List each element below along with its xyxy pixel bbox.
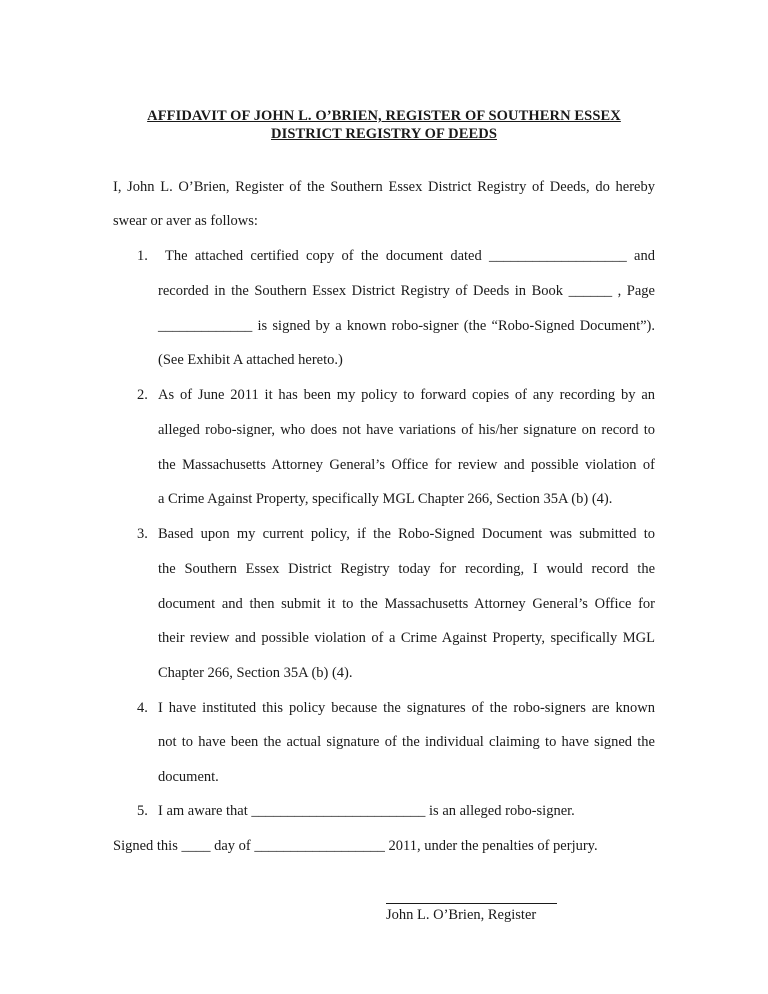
item-1-line-3: _____________ is signed by a known robo-signer (the “Robo-Signed Document”). — [158, 318, 655, 334]
item-2-line-3: the Massachusetts Attorney General’s Office for review and possible violation of — [158, 457, 655, 473]
item-3-line-5: Chapter 266, Section 35A (b) (4). — [158, 665, 353, 681]
signature-line — [386, 903, 557, 904]
item-number: 4. — [137, 700, 148, 716]
item-3-line-3: document and then submit it to the Massachusetts Attorney General’s Office for — [158, 596, 655, 612]
item-4-line-1: I have instituted this policy because the signatures of the robo-signers are known — [158, 700, 655, 716]
item-3-line-1: Based upon my current policy, if the Robo-Signed Document was submitted to — [158, 526, 655, 542]
item-1-line-1: The attached certified copy of the document dated ___________________ and — [165, 248, 655, 264]
item-number: 1. — [137, 248, 148, 264]
item-2-line-2: alleged robo-signer, who does not have variations of his/her signature on record to — [158, 422, 655, 438]
intro-line-1: I, John L. O’Brien, Register of the Southern Essex District Registry of Deeds, do hereby — [113, 179, 655, 195]
item-number: 2. — [137, 387, 148, 403]
document-title-line-2: DISTRICT REGISTRY OF DEEDS — [271, 126, 497, 142]
item-3-line-2: the Southern Essex District Registry today for recording, I would record the — [158, 561, 655, 577]
item-4-line-3: document. — [158, 769, 219, 785]
item-number: 5. — [137, 803, 148, 819]
signatory-name: John L. O’Brien, Register — [386, 907, 537, 923]
item-2-line-1: As of June 2011 it has been my policy to forward copies of any recording by an — [158, 387, 655, 403]
signed-line: Signed this ____ day of __________________ 2011, under the penalties of perjury. — [113, 838, 598, 854]
intro-line-2: swear or aver as follows: — [113, 213, 258, 229]
item-5-line-1: I am aware that ________________________ is an alleged robo-signer. — [158, 803, 575, 819]
item-1-line-4: (See Exhibit A attached hereto.) — [158, 352, 343, 368]
item-number: 3. — [137, 526, 148, 542]
item-4-line-2: not to have been the actual signature of the individual claiming to have signed the — [158, 734, 655, 750]
item-2-line-4: a Crime Against Property, specifically MGL Chapter 266, Section 35A (b) (4). — [158, 491, 613, 507]
item-3-line-4: their review and possible violation of a Crime Against Property, specifically MGL — [158, 630, 655, 646]
item-1-line-2: recorded in the Southern Essex District Registry of Deeds in Book ______ , Page — [158, 283, 655, 299]
document-title-line-1: AFFIDAVIT OF JOHN L. O’BRIEN, REGISTER OF SOUTHERN ESSEX — [147, 108, 621, 124]
